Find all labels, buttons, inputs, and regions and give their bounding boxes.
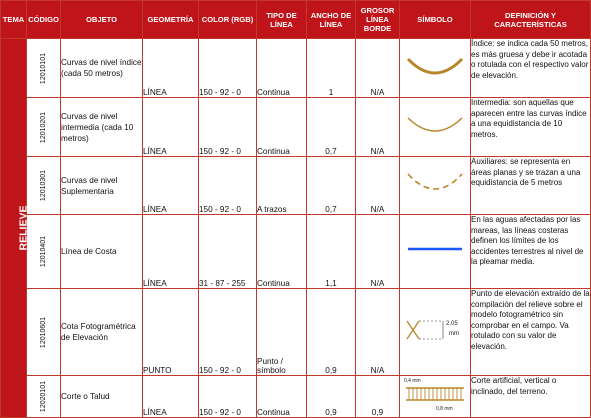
elevation-point-symbol (403, 315, 467, 345)
line-width-cell: 0,7 (307, 98, 356, 157)
header-color: COLOR (RGB) (199, 1, 257, 39)
color-cell: 150 - 92 - 0 (199, 157, 257, 215)
symbol-dimension-label: 2.05 (446, 320, 458, 327)
code-cell: 12010401 (27, 215, 61, 289)
border-width-cell: N/A (356, 289, 400, 376)
color-cell: 150 - 92 - 0 (199, 39, 257, 98)
table-row (1, 39, 591, 98)
header-codigo: CÓDIGO (27, 1, 61, 39)
table-row (1, 98, 591, 157)
header-tipo-linea: TIPO DE LÍNEA (257, 1, 307, 39)
symbol-cell (400, 376, 471, 418)
object-cell: Curvas de nivel intermedia (cada 10 metros) (61, 98, 143, 157)
color-cell: 150 - 92 - 0 (199, 376, 257, 418)
header-ancho-linea: ANCHO DE LÍNEA (307, 1, 356, 39)
color-cell: 31 - 87 - 255 (199, 215, 257, 289)
line-width-cell: 0,9 (307, 376, 356, 418)
symbol-dimension-unit: mm (449, 330, 459, 337)
object-cell: Línea de Costa (61, 215, 143, 289)
code-cell: 12010601 (27, 289, 61, 376)
symbol-cell (400, 98, 471, 157)
color-cell: 150 - 92 - 0 (199, 289, 257, 376)
contour-supplementary-symbol (405, 168, 465, 198)
line-type-cell: Continua (257, 39, 307, 98)
object-cell: Corte o Talud (61, 376, 143, 418)
header-grosor-borde: GROSOR LÍNEA BORDE (356, 1, 400, 39)
symbol-dimension-label: 0,8 mm (436, 406, 453, 412)
line-width-cell: 0,9 (307, 289, 356, 376)
header-row (1, 1, 591, 39)
line-type-cell: Punto / símbolo (257, 289, 307, 376)
object-cell: Cota Fotogramétrica de Elevación (61, 289, 143, 376)
code-cell: 12010301 (27, 157, 61, 215)
contour-intermediate-symbol (405, 110, 465, 140)
symbol-cell (400, 215, 471, 289)
line-type-cell: A trazos (257, 157, 307, 215)
border-width-cell: 0,9 (356, 376, 400, 418)
symbol-dimension-label: 0,4 mm (404, 378, 421, 384)
object-cell: Curvas de nivel Suplementaria (61, 157, 143, 215)
line-type-cell: Continua (257, 98, 307, 157)
symbol-cell (400, 39, 471, 98)
definition-cell: Intermedia: son aquellas que aparecen entre las curvas índice a una equidistancia de 10 metros. (471, 98, 591, 157)
color-cell: 150 - 92 - 0 (199, 98, 257, 157)
code-cell: 12010101 (27, 39, 61, 98)
definition-cell: Corte artificial, vertical o inclinado, del terreno. (471, 376, 591, 418)
symbol-cell (400, 289, 471, 376)
coastline-symbol (405, 239, 465, 259)
border-width-cell: N/A (356, 39, 400, 98)
code-cell: 12010201 (27, 98, 61, 157)
definition-cell: Índice: se indica cada 50 metros, es más gruesa y debe ir acotada o rotulada con el respectivo valor de elevación. (471, 39, 591, 98)
border-width-cell: N/A (356, 215, 400, 289)
border-width-cell: N/A (356, 157, 400, 215)
table-row (1, 215, 591, 289)
geometry-cell: LÍNEA (143, 376, 199, 418)
definition-cell: Punto de elevación extraído de la compilación del relieve sobre el modelo fotogramétrico sin comprobar en el campo. Va rotulado con su valor de elevación. (471, 289, 591, 376)
line-width-cell: 1,1 (307, 215, 356, 289)
line-type-cell: Continua (257, 376, 307, 418)
header-geometria: GEOMETRÍA (143, 1, 199, 39)
definition-cell: Auxiliares: se representa en áreas planas y se trazan a una equidistancia de 5 metros (471, 157, 591, 215)
object-cell: Curvas de nivel índice (cada 50 metros) (61, 39, 143, 98)
tema-cell (1, 39, 30, 418)
line-width-cell: 0,7 (307, 157, 356, 215)
table-row (1, 157, 591, 215)
border-width-cell: N/A (356, 98, 400, 157)
geometry-cell: LÍNEA (143, 215, 199, 289)
cut-slope-symbol (402, 376, 468, 412)
line-width-cell: 1 (307, 39, 356, 98)
geometry-cell: PUNTO (143, 289, 199, 376)
geometry-cell: LÍNEA (143, 39, 199, 98)
geometry-cell: LÍNEA (143, 157, 199, 215)
line-type-cell: Continua (257, 215, 307, 289)
header-objeto: OBJETO (61, 1, 143, 39)
contour-index-symbol (405, 51, 465, 81)
table-row (1, 376, 591, 418)
symbol-cell (400, 157, 471, 215)
geometry-cell: LÍNEA (143, 98, 199, 157)
header-definicion: DEFINICIÓN Y CARACTERÍSTICAS (471, 1, 591, 39)
code-cell: 12020101 (27, 376, 61, 418)
header-simbolo: SÍMBOLO (400, 1, 471, 39)
table-row (1, 289, 591, 376)
definition-cell: En las aguas afectadas por las mareas, las líneas costeras definen los límites de los accidentes terrestres al nivel de la pleamar media. (471, 215, 591, 289)
header-tema: TEMA (1, 1, 27, 39)
tema-label: RELIEVE (17, 205, 30, 251)
